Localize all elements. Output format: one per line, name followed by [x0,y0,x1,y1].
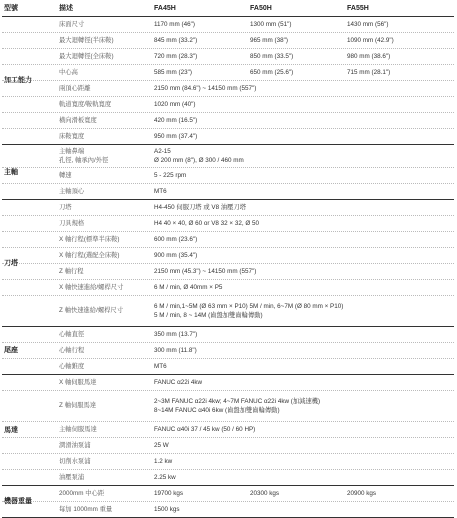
table-row [2,200,454,215]
row-value-line: 6 M / min,1~5M (Ø 63 mm × P10) 5M / min, 6~7M (Ø 80 mm × P10) [154,302,344,310]
row-label-line: 刀塔 [59,203,72,211]
section-title: 加工能力 [4,77,32,84]
row-label [59,505,112,515]
header-fa45h: FA45H [154,5,176,12]
row-value-all [154,171,186,181]
row-label [59,441,90,451]
row-label-line: 心軸錐度 [59,362,85,370]
table-row [2,390,454,421]
row-label [59,132,84,142]
row-value-all [154,330,197,340]
row-label-line: X 軸快速進給/螺桿尺寸 [59,283,124,291]
row-value-fa45h: 1170 mm (46") [154,20,195,28]
row-value-all [154,457,172,467]
row-value-line: 2.25 kw [154,473,176,481]
row-value-line: 8~14M FANUC α40i 6kw (齒盤加雙齒輪傳動) [154,407,280,414]
row-value-fa45h: 19700 kgs [154,489,184,497]
row-value-fa55h: 1430 mm (56") [347,20,389,28]
row-label-line: X 軸行程(選配全床鞍) [59,251,120,259]
table-row [2,48,454,64]
row-value-fa50h: 965 mm (38") [250,36,288,44]
row-label-line: 床面尺寸 [59,20,85,28]
row-label [59,346,84,356]
row-value-line: 2150 mm (45.3") ~ 14150 mm (557") [154,267,257,275]
table-row [2,231,454,247]
row-value-line: 6 M / min, Ø 40mm × P5 [154,283,223,291]
row-value-all [154,378,202,388]
row-label [59,84,90,94]
row-value-line: 25 W [154,441,169,449]
row-value-line: 2~3M FANUC α22i 4kw; 4~7M FANUC α22i 4kw (加減速機) [154,397,321,405]
row-label [59,187,84,197]
row-value-fa55h: 715 mm (28.1") [347,68,391,76]
section-title: 刀塔 [4,259,18,267]
table-row [2,453,454,469]
section-1 [2,145,454,200]
row-value-fa45h: 720 mm (28.3") [154,52,198,60]
row-label-line: 孔徑, 軸承內/外徑 [59,157,109,164]
table-body [2,17,454,518]
table-row [2,279,454,295]
row-label [59,147,108,166]
row-label-line: 心軸行程 [59,346,85,354]
row-value-fa50h: 850 mm (33.5") [250,52,294,60]
row-label [59,219,84,229]
row-value-line: H4-450 伺服刀塔 或 V8 油壓刀塔 [154,203,247,211]
row-value-line: MT6 [154,362,167,370]
row-label-line: X 軸行程(標準半床鞍) [59,235,120,243]
row-value-fa55h: 980 mm (38.6") [347,52,391,60]
header-description: 描述 [59,5,73,12]
row-label-line: 軌道寬度/鞍軌寬度 [59,100,112,108]
row-label [59,251,120,261]
row-value-all [154,203,246,213]
section-5 [2,486,454,518]
row-label-line: Z 軸快速進給/螺桿尺寸 [59,307,124,315]
row-label-line: Z 軸伺服馬達 [59,402,97,410]
row-value-fa45h: 585 mm (23") [154,68,192,76]
table-row [2,437,454,453]
table-row [2,375,454,390]
row-value-fa55h: 20900 kgs [347,489,377,497]
section-2 [2,200,454,327]
row-value-line: MT6 [154,187,167,195]
row-value-all [154,116,197,126]
row-label [59,20,84,30]
row-value-all [154,473,176,483]
row-value-all [154,397,320,416]
row-label-line: 油壓泵浦 [59,473,85,481]
row-value-line: 350 mm (13.7") [154,330,198,338]
table-row [2,501,454,517]
table-row [2,295,454,326]
table-row [2,32,454,48]
row-label [59,457,90,467]
table-row [2,358,454,374]
row-value-all [154,362,167,372]
row-value-all [154,346,197,356]
table-row [2,128,454,144]
row-label-line: 轉速 [59,171,72,179]
row-label [59,36,114,46]
row-value-line: 1.2 kw [154,457,173,465]
header-model: 型號 [4,5,18,12]
table-row [2,486,454,501]
row-label-line: 最大迴轉徑(全床鞍) [59,52,114,60]
row-label [59,362,84,372]
row-value-line: 5 M / min, 8 ~ 14M (齒盤加雙齒輪傳動) [154,312,263,319]
table-row [2,17,454,32]
row-label [59,283,123,293]
row-value-line: 950 mm (37.4") [154,132,198,140]
section-0 [2,17,454,145]
table-row [2,96,454,112]
row-label [59,401,96,411]
table-row [2,215,454,231]
row-value-all [154,425,255,435]
table-row [2,145,454,167]
row-value-fa50h: 650 mm (25.6") [250,68,294,76]
header-fa55h: FA55H [347,5,369,12]
row-value-line: FANUC α40i 37 / 45 kw (50 / 60 HP) [154,425,256,433]
row-value-fa50h: 20300 kgs [250,489,280,497]
row-value-line: FANUC α22i 4kw [154,378,203,386]
row-label-line: 最大迴轉徑(半床鞍) [59,36,114,44]
row-label [59,425,97,435]
row-value-all [154,251,197,261]
row-value-line: 900 mm (35.4") [154,251,198,259]
table-row [2,421,454,437]
row-label [59,116,97,126]
row-value-line: 5 - 225 rpm [154,171,187,179]
row-value-all [154,100,195,110]
section-title: 機器重量 [4,498,32,505]
row-label-line: 每加 1000mm 重量 [59,505,113,513]
header-fa50h: FA50H [250,5,272,12]
table-row [2,167,454,183]
row-value-all [154,267,256,277]
row-label-line: 中心高 [59,68,78,76]
row-value-all [154,441,169,451]
row-value-fa45h: 845 mm (33.2") [154,36,198,44]
row-label [59,52,114,62]
row-value-line: Ø 200 mm (8"), Ø 300 / 460 mm [154,157,244,164]
table-row [2,112,454,128]
row-label-line: 主軸鼻端 [59,147,85,155]
row-value-all [154,505,180,515]
row-label-line: Z 軸行程 [59,267,84,275]
row-label-line: X 軸伺服馬達 [59,378,97,386]
row-value-fa50h: 1300 mm (51") [250,20,292,28]
row-value-all [154,147,244,166]
table-row [2,183,454,199]
table-row [2,80,454,96]
row-value-line: A2-15 [154,147,171,155]
row-label [59,68,78,78]
row-label [59,235,120,245]
section-4 [2,375,454,486]
row-label [59,473,84,483]
table-row [2,342,454,358]
row-label [59,306,123,316]
row-value-line: 420 mm (16.5") [154,116,198,124]
row-value-line: H4 40 × 40, Ø 60 or V8 32 × 32, Ø 50 [154,219,260,227]
row-label [59,267,84,277]
row-label [59,171,72,181]
row-label-line: 潤滑油泵浦 [59,441,91,449]
row-value-line: 1020 mm (40") [154,100,196,108]
row-label-line: 心軸直徑 [59,330,85,338]
row-label [59,378,96,388]
row-value-fa55h: 1090 mm (42.9") [347,36,394,44]
row-label-line: 主軸伺服馬達 [59,425,97,433]
spec-table [2,3,454,518]
table-row [2,327,454,342]
section-3 [2,327,454,375]
row-label-line: 橫向滑板寬度 [59,116,97,124]
row-value-all [154,235,197,245]
section-title: 主軸 [4,168,18,176]
row-label-line: 刀具規格 [59,219,85,227]
row-value-all [154,132,197,142]
row-label-line: 兩頂心距離 [59,84,91,92]
row-value-all [154,187,167,197]
row-label-line: 切削水泵浦 [59,457,91,465]
row-label [59,100,111,110]
row-value-all [154,302,343,321]
table-row [2,469,454,485]
row-label-line: 2000mm 中心距 [59,489,105,497]
section-title: 尾座 [4,347,18,354]
row-value-line: 600 mm (23.6") [154,235,198,243]
table-header [2,3,454,17]
row-value-line: 2150 mm (84.6") ~ 14150 mm (557") [154,84,257,92]
row-value-all [154,283,222,293]
row-value-all [154,219,259,229]
row-label-line: 床鞍寬度 [59,132,85,140]
table-row [2,64,454,80]
table-row [2,247,454,263]
section-title: 馬達 [4,426,18,434]
row-label [59,489,104,499]
row-value-line: 300 mm (11.8") [154,346,197,354]
row-label [59,330,84,340]
row-label-line: 主軸頂心 [59,187,85,195]
row-value-all [154,84,256,94]
row-label [59,203,72,213]
row-value-line: 1500 kgs [154,505,180,513]
table-row [2,263,454,279]
